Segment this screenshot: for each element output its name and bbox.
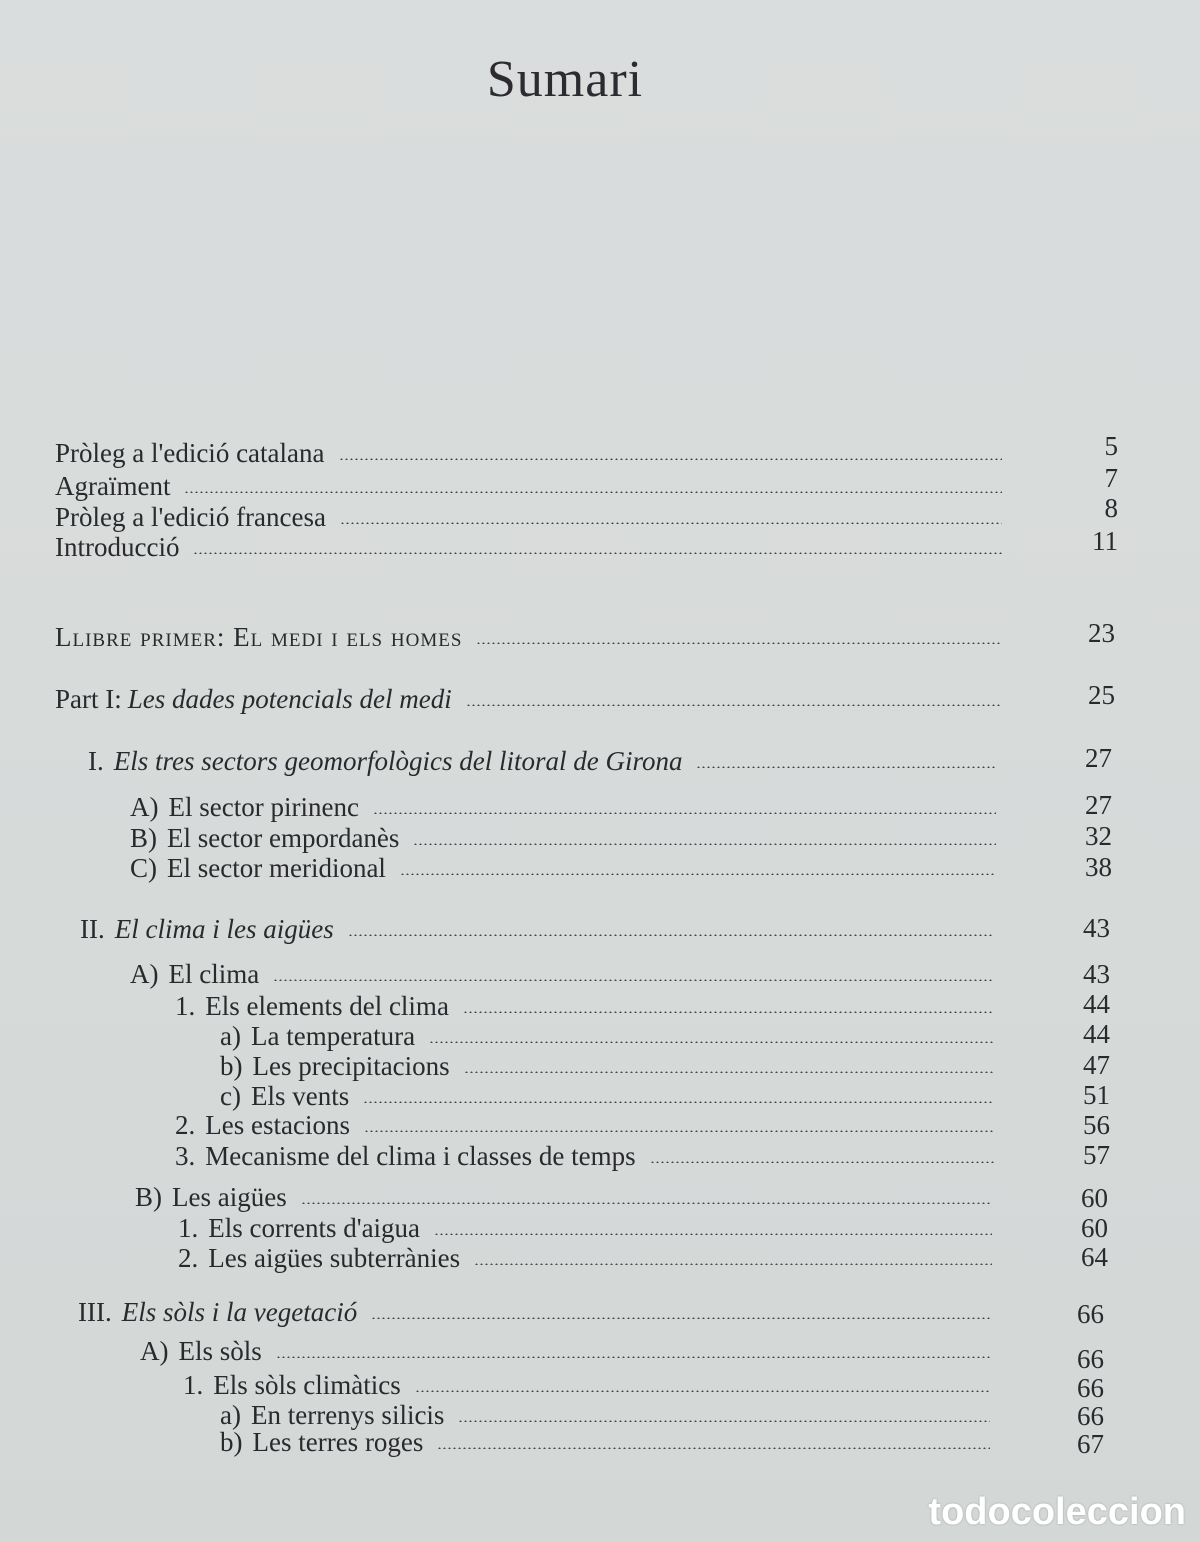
toc-entry (55, 470, 1010, 502)
dot-leader (400, 873, 996, 875)
dot-leader (464, 1071, 994, 1073)
toc-entry-number: 1. (183, 1370, 204, 1400)
toc-entry-number: 3. (175, 1141, 196, 1171)
toc-entry-title: Les precipitacions (252, 1051, 450, 1081)
toc-entry-number: B) (130, 823, 157, 853)
toc-page-number: 44 (1083, 1019, 1110, 1049)
dot-leader (437, 1447, 990, 1449)
toc-page-number: 38 (1085, 852, 1112, 882)
toc-entry (130, 852, 1004, 884)
toc-entry (183, 1369, 998, 1401)
toc-page-number: 47 (1083, 1050, 1110, 1080)
toc-entry-title: Les dades potencials del medi (127, 684, 452, 714)
toc-entry-title: Pròleg a l'edició catalana (55, 438, 325, 468)
dot-leader (193, 552, 1002, 554)
toc-entry (55, 501, 1010, 533)
dot-leader (696, 766, 996, 768)
toc-entry-title: Les terres roges (252, 1427, 424, 1457)
toc-entry-number: C) (130, 853, 157, 883)
toc-page-number: 5 (1104, 431, 1118, 461)
toc-page-number: 8 (1104, 493, 1118, 523)
toc-page-number: 67 (1077, 1429, 1104, 1459)
dot-leader (434, 1233, 992, 1235)
toc-page-number: 56 (1083, 1110, 1110, 1140)
toc-entry-number: 1. (175, 991, 196, 1021)
toc-entry-title: Les aigües (172, 1182, 287, 1212)
toc-page-number: 43 (1083, 913, 1110, 943)
dot-leader (373, 812, 996, 814)
toc-entry-title: Les aigües subterrànies (208, 1243, 461, 1273)
toc-entry-title: El sector meridional (167, 853, 386, 883)
toc-entry (220, 1020, 1002, 1052)
toc-page-number: 66 (1077, 1401, 1104, 1431)
toc-page-number: 57 (1083, 1140, 1110, 1170)
toc-entry-number: 1. (178, 1213, 199, 1243)
toc-entry (220, 1050, 1002, 1082)
toc-entry (80, 913, 1002, 945)
dot-leader (364, 1130, 994, 1132)
toc-entry-number: I. (88, 746, 104, 776)
dot-leader (476, 642, 1000, 644)
dot-leader (301, 1202, 992, 1204)
page-title: Sumari (486, 51, 644, 108)
toc-entry-title: El clima i les aigües (114, 914, 334, 944)
toc-entry (175, 1140, 1002, 1172)
dot-leader (466, 704, 1000, 706)
toc-entry-number: Part I: (55, 684, 122, 714)
toc-entry (88, 745, 1004, 777)
toc-entry (220, 1080, 1002, 1112)
toc-page-number: 7 (1104, 463, 1118, 493)
toc-page-number: 60 (1081, 1213, 1108, 1243)
toc-entry-title: El sector empordanès (167, 823, 400, 853)
toc-entry-number: A) (130, 959, 159, 989)
toc-entry-number: II. (80, 914, 105, 944)
dot-leader (463, 1011, 994, 1013)
toc-entry-title: Els sòls i la vegetació (121, 1297, 358, 1327)
toc-entry (175, 1109, 1002, 1141)
toc-entry-title: La temperatura (250, 1021, 416, 1051)
toc-entry-title: El sector pirinenc (168, 792, 359, 822)
dot-leader (340, 522, 1002, 524)
toc-entry-title: Introducció (55, 532, 180, 562)
dot-leader (650, 1161, 994, 1163)
toc-entry-number: a) (220, 1400, 241, 1430)
toc-page-number: 27 (1085, 743, 1112, 773)
toc-entry-number: III. (78, 1297, 112, 1327)
toc-entry-title: Els vents (250, 1081, 350, 1111)
dot-leader (339, 458, 1003, 460)
dot-leader (413, 843, 996, 845)
toc-page-number: 11 (1092, 526, 1118, 556)
toc-page-number: 43 (1083, 959, 1110, 989)
toc-entry (130, 822, 1004, 854)
toc-entry (135, 1181, 1000, 1213)
dot-leader (273, 979, 994, 981)
toc-entry (140, 1335, 998, 1367)
toc-page-number: 66 (1077, 1344, 1104, 1374)
toc-entry-title: Els tres sectors geomorfològics del litoral de Girona (113, 746, 683, 776)
toc-entry-title: Pròleg a l'edició francesa (55, 502, 326, 532)
toc-entry-number: a) (220, 1021, 241, 1051)
dot-leader (458, 1420, 990, 1422)
toc-page-number: 60 (1081, 1183, 1108, 1213)
toc-page-number: 25 (1088, 680, 1115, 710)
dot-leader (276, 1356, 990, 1358)
toc-entry-title: El clima (168, 959, 260, 989)
watermark-logo: todocoleccion (928, 1491, 1186, 1533)
toc-entry-title: Els corrents d'aigua (208, 1213, 421, 1243)
toc-entry-title: Els sòls (178, 1336, 262, 1366)
toc-page-number: 64 (1081, 1242, 1108, 1272)
toc-entry-title: Mecanisme del clima i classes de temps (205, 1141, 636, 1171)
toc-entry-title: Els sòls climàtics (213, 1370, 401, 1400)
dot-leader (415, 1390, 990, 1392)
toc-entry (178, 1212, 1000, 1244)
toc-entry-number: A) (140, 1336, 169, 1366)
toc-entry-number: b) (220, 1427, 243, 1457)
toc-entry (178, 1242, 1000, 1274)
toc-page-number: 23 (1088, 618, 1115, 648)
toc-entry (130, 958, 1002, 990)
toc-entry-title: Les estacions (205, 1110, 350, 1140)
toc-page-number: 66 (1077, 1299, 1104, 1329)
toc-entry-title: En terrenys silicis (250, 1400, 445, 1430)
dot-leader (371, 1317, 990, 1319)
toc-entry-number: B) (135, 1182, 162, 1212)
toc-page-number: 27 (1085, 790, 1112, 820)
toc-entry (175, 990, 1002, 1022)
toc-entry-title: Agraïment (55, 471, 171, 501)
dot-leader (363, 1101, 994, 1103)
dot-leader (184, 491, 1002, 493)
toc-page-number: 66 (1077, 1373, 1104, 1403)
toc-page-number: 44 (1083, 989, 1110, 1019)
toc-entry (130, 791, 1004, 823)
toc-page-number: 32 (1085, 821, 1112, 851)
toc-entry (55, 621, 1008, 653)
toc-entry (55, 531, 1010, 563)
toc-entry-number: 2. (175, 1110, 196, 1140)
toc-entry-number: b) (220, 1051, 243, 1081)
toc-entry-number: A) (130, 792, 159, 822)
toc-entry-title: Els elements del clima (205, 991, 449, 1021)
dot-leader (348, 934, 994, 936)
toc-entry-number: c) (220, 1081, 241, 1111)
toc-entry-title: Llibre primer: El medi i els homes (55, 622, 463, 652)
toc-entry (220, 1426, 998, 1458)
toc-entry-number: 2. (178, 1243, 199, 1273)
dot-leader (429, 1041, 994, 1043)
toc-entry (55, 437, 1010, 469)
toc-entry (55, 683, 1008, 715)
dot-leader (474, 1263, 992, 1265)
toc-entry (78, 1296, 998, 1328)
toc-page-number: 51 (1083, 1080, 1110, 1110)
